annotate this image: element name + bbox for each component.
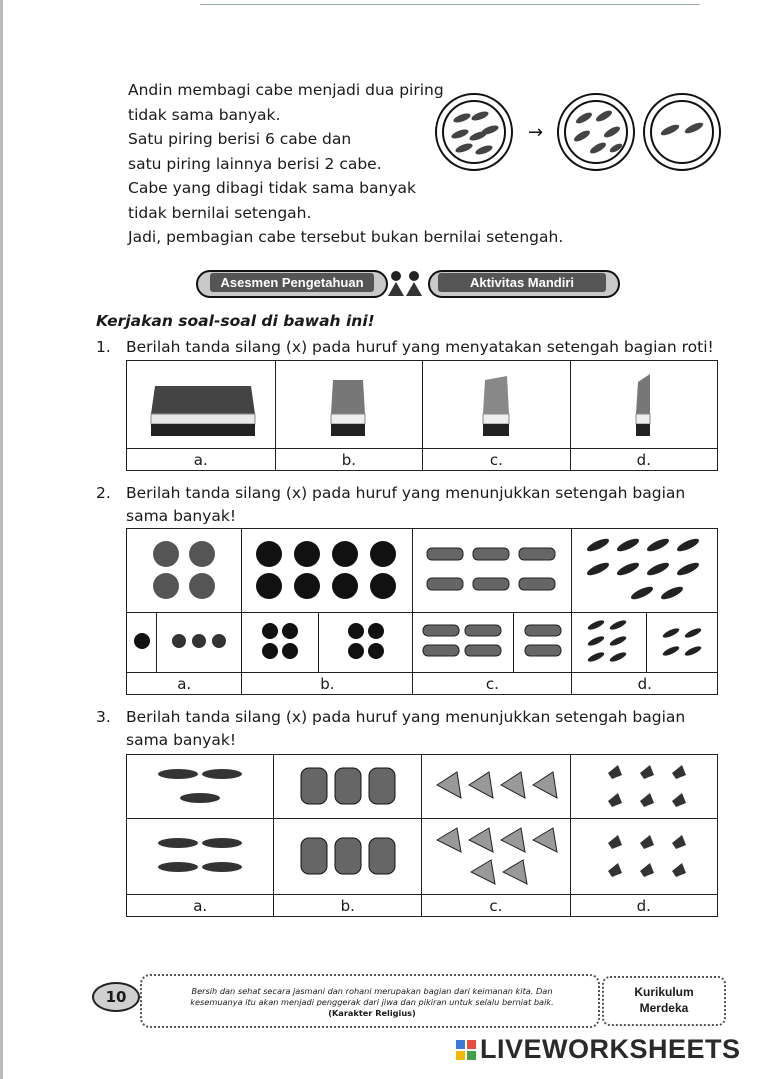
option-c[interactable]: c. [423,449,570,471]
candy-split-left [413,613,514,673]
option-d[interactable]: d. [570,449,717,471]
fish-group-top [127,755,274,819]
bread-half [275,361,423,449]
option-d[interactable]: d. [570,895,717,917]
chili-plates-illustration [432,92,732,174]
banner-label-activity: Aktivitas Mandiri [438,273,606,292]
tropical-fish-group-top [422,755,570,819]
question-number: 2. [96,484,111,502]
chili-split-right [646,613,717,673]
orange-split-right [157,613,242,673]
apple-icons [247,534,407,604]
option-b[interactable]: b. [274,895,422,917]
intro-line: tidak bernilai setengah. [128,203,312,222]
backpack-icons [293,830,403,880]
apple-icon [346,621,386,661]
banner-label-assessment: Asesmen Pengetahuan [210,273,374,292]
top-rule [200,4,700,5]
orange-split-left [127,613,157,673]
apple-split-left [242,613,319,673]
question-text: Berilah tanda silang (x) pada huruf yang menunjukkan setengah bagian sama banyak! [126,708,686,749]
orange-icons [144,534,224,604]
tropical-fish-icons [431,822,561,888]
question-text: Berilah tanda silang (x) pada huruf yang menunjukkan setengah bagian sama banyak! [126,484,686,525]
option-b[interactable]: b. [275,449,423,471]
chilies-group [572,529,718,613]
chili-split-left [572,613,646,673]
arrow: → [528,122,544,143]
chili-icons [580,531,710,607]
tropical-fish-group-bottom [422,819,570,895]
page-edge [0,0,3,1079]
apples-group [242,529,413,613]
kurikulum-merdeka-badge [602,976,726,1026]
candy-icons [417,534,567,604]
intro-line: Satu piring berisi 6 cabe dan [128,130,352,148]
question-text: Berilah tanda silang (x) pada huruf yang menyatakan setengah bagian roti! [126,338,714,356]
liveworksheets-watermark[interactable]: LIVEWORKSHEETS [480,1034,741,1064]
instructions-heading: Kerjakan soal-soal di bawah ini! [96,312,375,330]
fish-group-bottom [127,819,274,895]
birds-group-top [570,755,717,819]
option-d[interactable]: d. [572,673,718,695]
question-1-table [126,360,718,471]
option-a[interactable]: a. [127,895,274,917]
chili-icon [584,617,634,665]
bags-group-top [274,755,422,819]
apple-split-right [319,613,413,673]
children-icon [382,268,430,298]
oranges-group [127,529,242,613]
bread-third [423,361,570,449]
intro-line: Andin membagi cabe menjadi dua piring [128,81,444,99]
candy-split-right [513,613,572,673]
chili-icon [657,621,707,661]
bread-quarter [570,361,717,449]
bread-image [471,368,521,438]
full-plate [436,94,512,170]
question-number: 3. [96,708,111,726]
footer-line: (Karakter Religius) [328,1008,416,1018]
tropical-fish-icons [431,760,561,810]
bread-image [319,368,379,438]
merdeka-label: Merdeka [639,1001,689,1015]
question-1 [0,336,763,360]
section-banner [196,268,618,298]
backpack-icons [293,760,403,810]
question-3 [0,706,763,752]
option-a[interactable]: a. [127,449,276,471]
question-2 [0,482,763,528]
bread-whole [127,361,276,449]
intro-line: Jadi, pembagian cabe tersebut bukan bernilai setengah. [128,228,564,246]
six-chili-plate [558,94,634,170]
bread-image [624,368,664,438]
question-number: 1. [96,338,111,356]
option-a[interactable]: a. [127,673,242,695]
footer-quote [172,986,572,1019]
birds-group-bottom [570,819,717,895]
footer-line: Bersih dan sehat secara jasmani dan rohani merupakan bagian dari keimanan kita. Dan [191,986,553,996]
candy-icon [421,621,505,661]
page-number: 10 [92,982,140,1012]
fish-icons [150,827,250,883]
fish-icons [150,760,250,810]
footer-line: kesemuanya itu akan menjadi penggerak dari jiwa dan pikiran untuk selalu berniat baik. [190,997,554,1007]
kurikulum-label: Kurikulum [634,985,694,999]
question-2-table [126,528,718,695]
two-chili-plate [644,94,720,170]
liveworksheets-logo-icon [456,1040,476,1060]
bird-icons [594,757,694,813]
option-c[interactable]: c. [413,673,572,695]
orange-icon [169,631,229,651]
option-b[interactable]: b. [242,673,413,695]
question-3-table [126,754,718,917]
orange-icon [132,631,152,651]
intro-line: Cabe yang dibagi tidak sama banyak [128,179,416,197]
bread-image [141,368,261,438]
option-c[interactable]: c. [422,895,570,917]
candies-group [413,529,572,613]
apple-icon [260,621,300,661]
intro-line: tidak sama banyak. [128,105,281,124]
intro-line: satu piring lainnya berisi 2 cabe. [128,154,382,173]
candy-icon [523,621,563,661]
bird-icons [594,827,694,883]
bags-group-bottom [274,819,422,895]
